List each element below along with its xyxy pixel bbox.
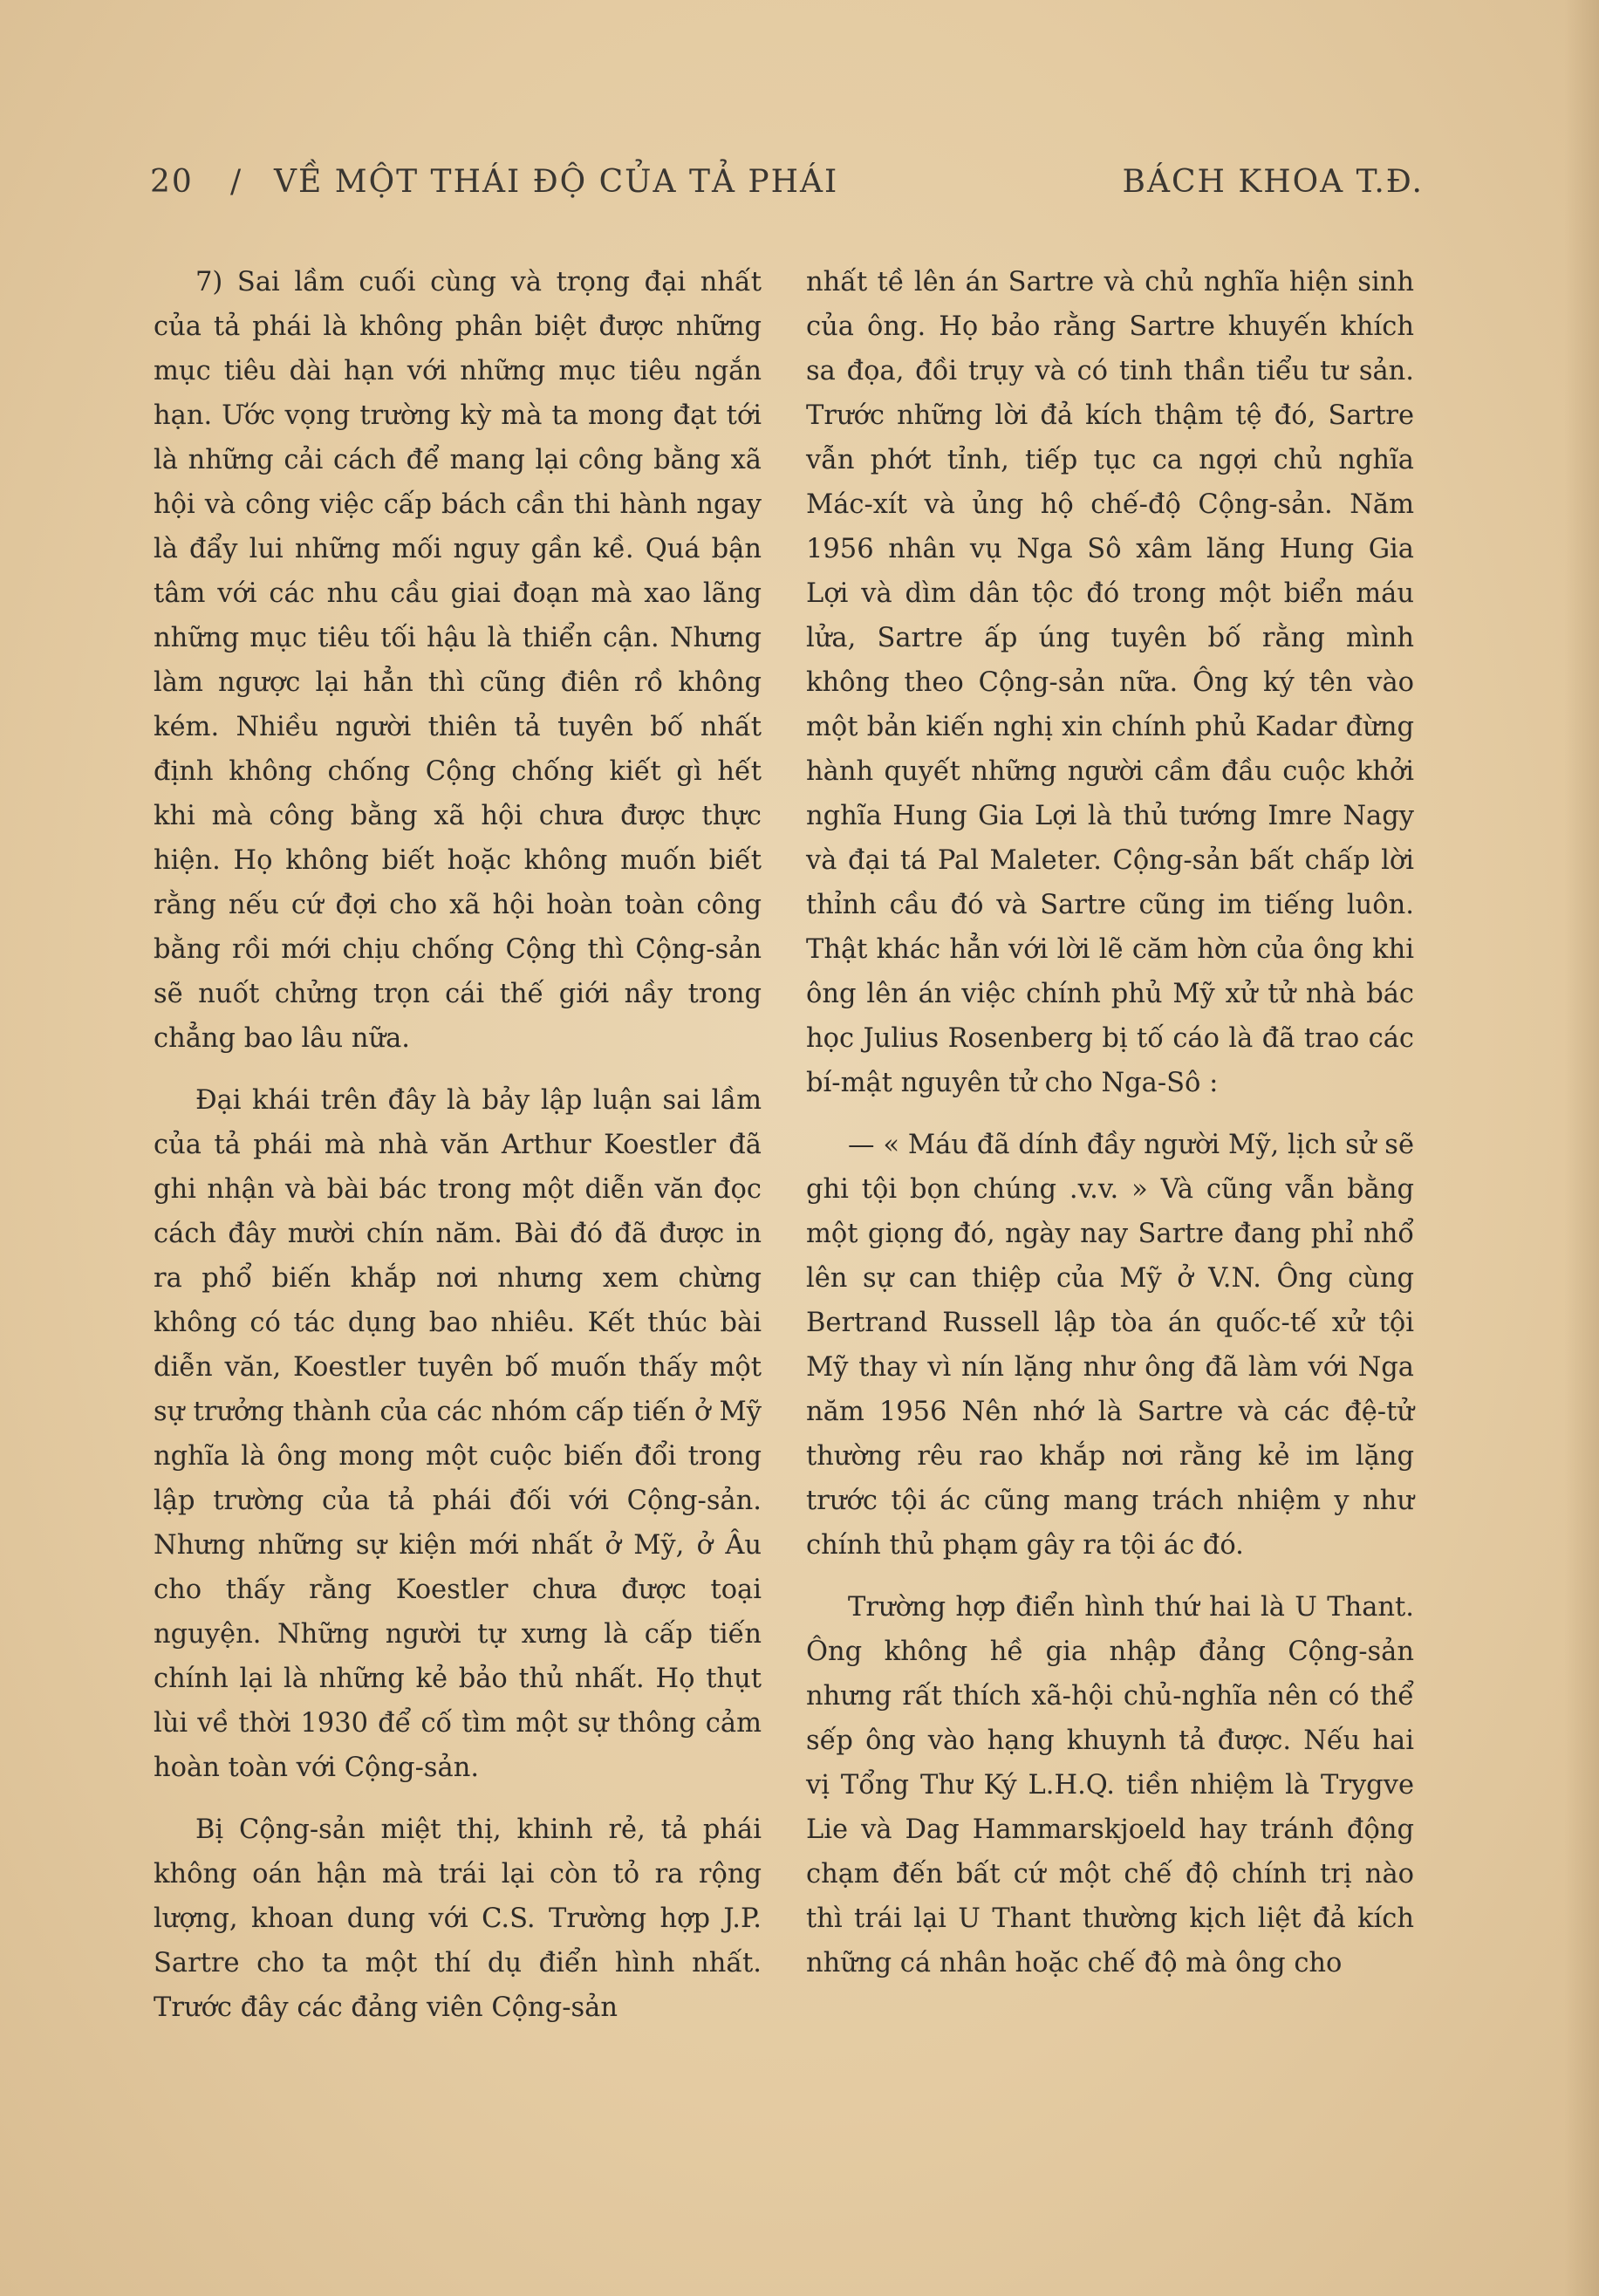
right-column — [806, 260, 1414, 2003]
header-separator: / — [230, 164, 243, 200]
page-edge-shadow — [1564, 0, 1599, 2296]
paragraph: — « Máu đã dính đầy người Mỹ, lịch sử sẽ ghi tội bọn chúng .v.v. » Và cũng vẫn bằng một giọng đó, ngày nay Sartre đang phỉ nhổ lên sự can thiệp của Mỹ ở V.N. Ông cùng Bertrand Russell lập tòa án quốc-tế xử tội Mỹ thay vì nín lặng như ông đã làm với Nga năm 1956 Nên nhớ là Sartre và các đệ-tử thường rêu rao khắp nơi rằng kẻ im lặng trước tội ác cũng mang trách nhiệm y như chính thủ phạm gây ra tội ác đó. — [806, 1130, 1414, 1561]
left-column — [154, 260, 762, 2047]
article-title: VỀ MỘT THÁI ĐỘ CỦA TẢ PHÁI — [274, 164, 839, 200]
paragraph: Trường hợp điển hình thứ hai là U Thant. Ông không hề gia nhập đảng Cộng-sản nhưng rất thích xã-hội chủ-nghĩa nên có thể sếp ông vào hạng khuynh tả được. Nếu hai vị Tổng Thư Ký L.H.Q. tiền nhiệm là Trygve Lie và Dag Hammarskjoeld hay tránh động chạm đến bất cứ một chế độ chính trị nào thì trái lại U Thant thường kịch liệt đả kích những cá nhân hoặc chế độ mà ông cho — [806, 1592, 1414, 1978]
paragraph: Bị Cộng-sản miệt thị, khinh rẻ, tả phái không oán hận mà trái lại còn tỏ ra rộng lượng, khoan dung với C.S. Trường hợp J.P. Sartre cho ta một thí dụ điển hình nhất. Trước đây các đảng viên Cộng-sản — [154, 1814, 762, 2023]
page-number: 20 — [150, 164, 194, 200]
running-header — [150, 164, 1424, 208]
paragraph: 7) Sai lầm cuối cùng và trọng đại nhất của tả phái là không phân biệt được những mục tiêu dài hạn với những mục tiêu ngắn hạn. Ước vọng trường kỳ mà ta mong đạt tới là những cải cách để mang lại công bằng xã hội và công việc cấp bách cần thi hành ngay là đẩy lui những mối nguy gần kề. Quá bận tâm với các nhu cầu giai đoạn mà xao lãng những mục tiêu tối hậu là thiển cận. Nhưng làm ngược lại hẳn thì cũng điên rồ không kém. Nhiều người thiên tả tuyên bố nhất định không chống Cộng chống kiết gì hết khi mà công bằng xã hội chưa được thực hiện. Họ không biết hoặc không muốn biết rằng nếu cứ đợi cho xã hội hoàn toàn công bằng rồi mới chịu chống Cộng thì Cộng-sản sẽ nuốt chửng trọn cái thế giới nầy trong chẳng bao lâu nữa. — [154, 267, 762, 1054]
paragraph: Đại khái trên đây là bảy lập luận sai lầm của tả phái mà nhà văn Arthur Koestler đã ghi nhận và bài bác trong một diễn văn đọc cách đây mười chín năm. Bài đó đã được in ra phổ biến khắp nơi nhưng xem chừng không có tác dụng bao nhiêu. Kết thúc bài diễn văn, Koestler tuyên bố muốn thấy một sự trưởng thành của các nhóm cấp tiến ở Mỹ nghĩa là ông mong một cuộc biến đổi trong lập trường của tả phái đối với Cộng-sản. Nhưng những sự kiện mới nhất ở Mỹ, ở Âu cho thấy rằng Koestler chưa được toại nguyện. Những người tự xưng là cấp tiến chính lại là những kẻ bảo thủ nhất. Họ thụt lùi về thời 1930 để cố tìm một sự thông cảm hoàn toàn với Cộng-sản. — [154, 1085, 762, 1783]
magazine-name: BÁCH KHOA T.Đ. — [1122, 164, 1424, 200]
paragraph: nhất tề lên án Sartre và chủ nghĩa hiện sinh của ông. Họ bảo rằng Sartre khuyến khích sa đọa, đồi trụy và có tinh thần tiểu tư sản. Trước những lời đả kích thậm tệ đó, Sartre vẫn phớt tỉnh, tiếp tục ca ngợi chủ nghĩa Mác-xít và ủng hộ chế-độ Cộng-sản. Năm 1956 nhân vụ Nga Sô xâm lăng Hung Gia Lợi và dìm dân tộc đó trong một biển máu lửa, Sartre ấp úng tuyên bố rằng mình không theo Cộng-sản nữa. Ông ký tên vào một bản kiến nghị xin chính phủ Kadar đừng hành quyết những người cầm đầu cuộc khởi nghĩa Hung Gia Lợi là thủ tướng Imre Nagy và đại tá Pal Maleter. Cộng-sản bất chấp lời thỉnh cầu đó và Sartre cũng im tiếng luôn. Thật khác hẳn với lời lẽ căm hờn của ông khi ông lên án việc chính phủ Mỹ xử tử nhà bác học Julius Rosenberg bị tố cáo là đã trao các bí-mật nguyên tử cho Nga-Sô : — [806, 267, 1414, 1098]
